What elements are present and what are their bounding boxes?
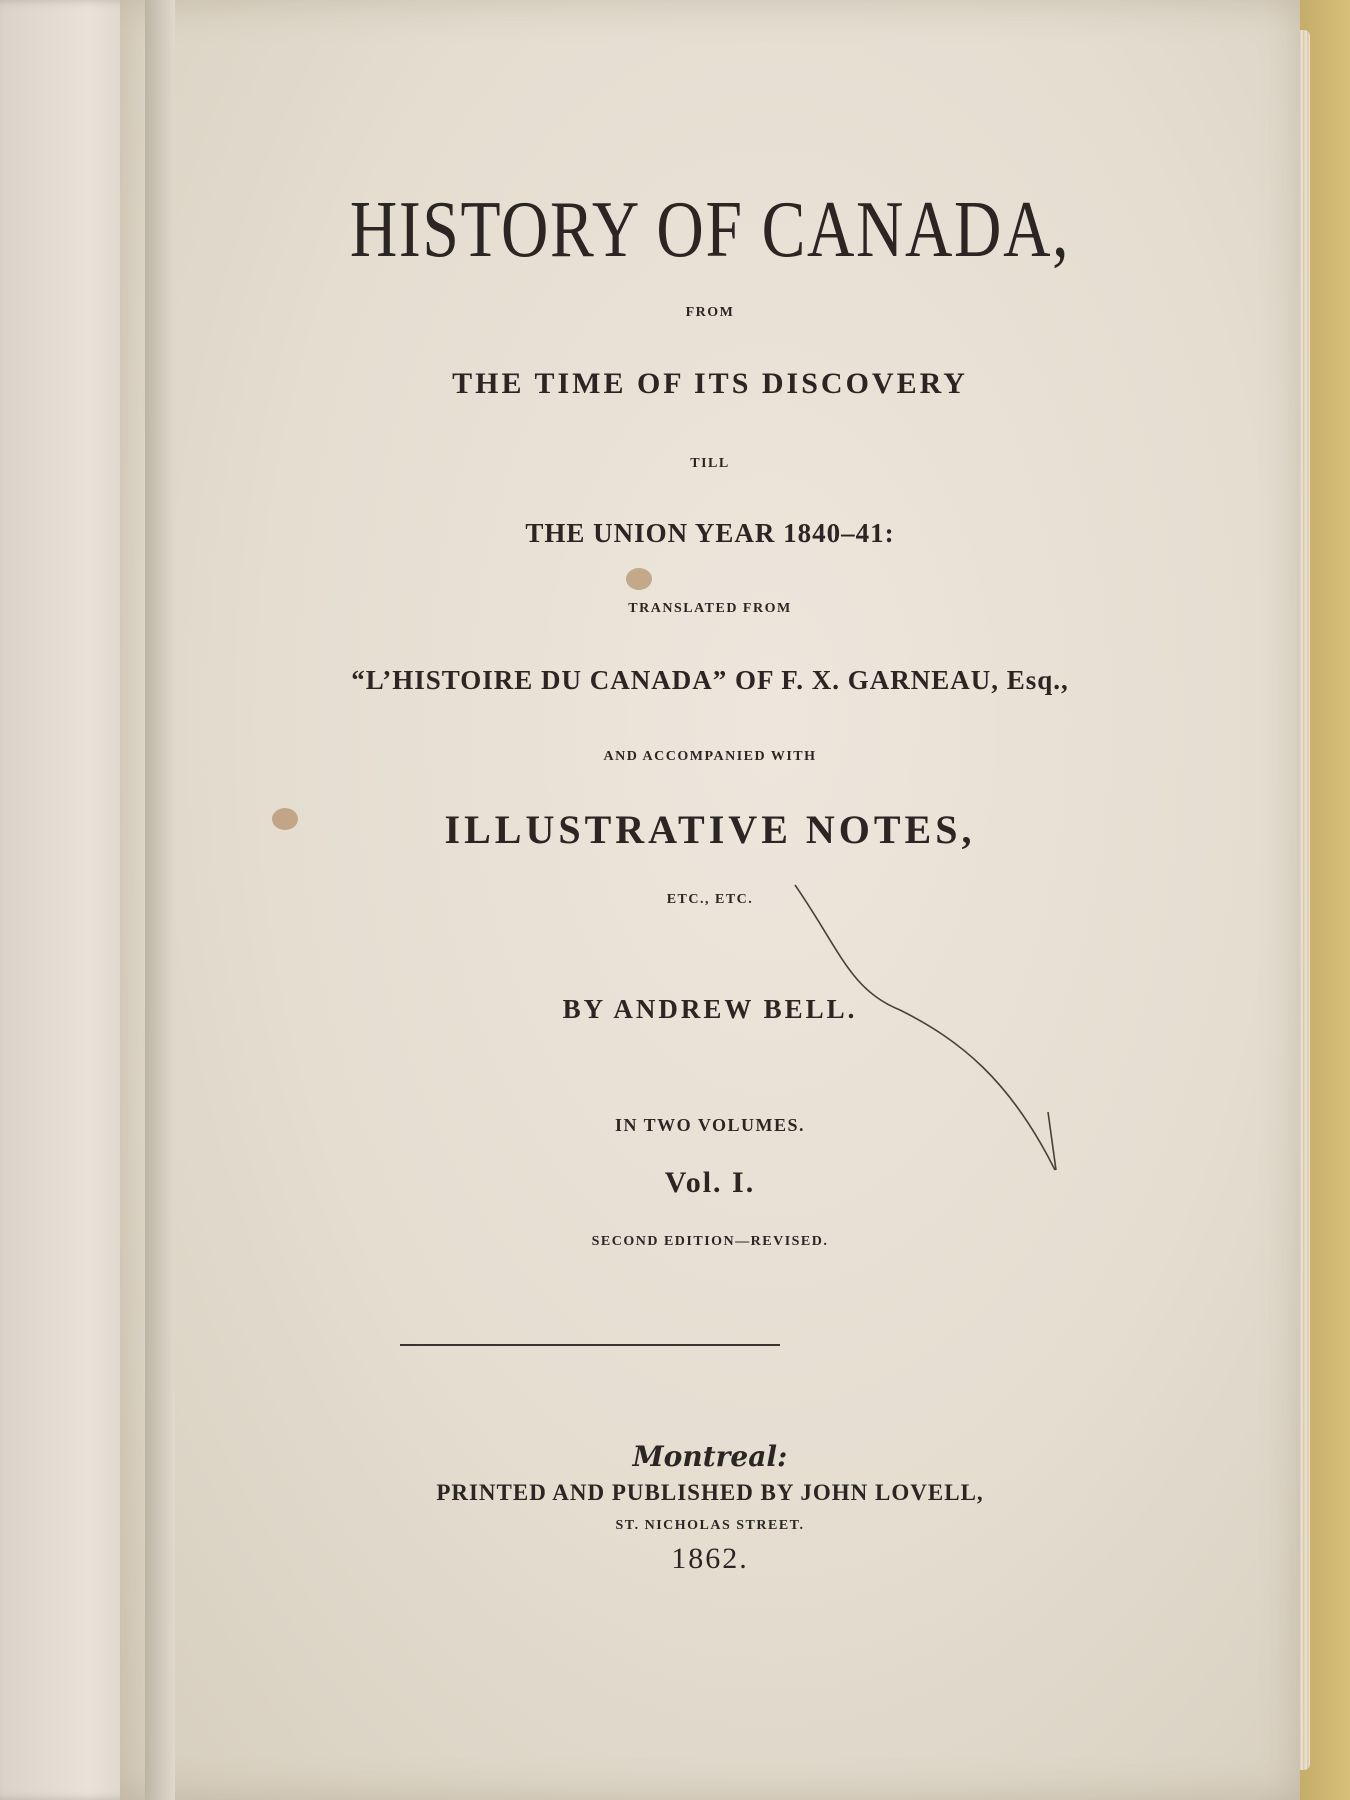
etc-label: ETC., ETC. bbox=[666, 892, 754, 907]
illustrative-notes: ILLUSTRATIVE NOTES, bbox=[444, 807, 976, 852]
volumes-label: IN TWO VOLUMES. bbox=[614, 1115, 805, 1135]
edition-label: SECOND EDITION—REVISED. bbox=[591, 1234, 829, 1249]
imprint-place: Montreal: bbox=[632, 1440, 788, 1473]
imprint-publisher: PRINTED AND PUBLISHED BY JOHN LOVELL, bbox=[436, 1480, 984, 1505]
period-start: THE TIME OF ITS DISCOVERY bbox=[452, 367, 968, 400]
source-work: “L’HISTOIRE DU CANADA” OF F. X. GARNEAU, Esq., bbox=[351, 665, 1069, 695]
accompanied-with-label: AND ACCOMPANIED WITH bbox=[603, 749, 817, 764]
imprint-year: 1862. bbox=[671, 1542, 749, 1575]
volume-number: Vol. I. bbox=[664, 1166, 756, 1199]
till-label: TILL bbox=[690, 456, 730, 471]
imprint-street: ST. NICHOLAS STREET. bbox=[615, 1518, 805, 1533]
divider-rule bbox=[400, 1344, 780, 1346]
translated-from-label: TRANSLATED FROM bbox=[628, 601, 792, 616]
from-label: FROM bbox=[685, 305, 735, 320]
period-end: THE UNION YEAR 1840–41: bbox=[525, 518, 895, 548]
book-title: HISTORY OF CANADA, bbox=[349, 186, 1071, 274]
author-line: BY ANDREW BELL. bbox=[562, 994, 858, 1024]
title-page-text bbox=[120, 0, 1300, 1800]
